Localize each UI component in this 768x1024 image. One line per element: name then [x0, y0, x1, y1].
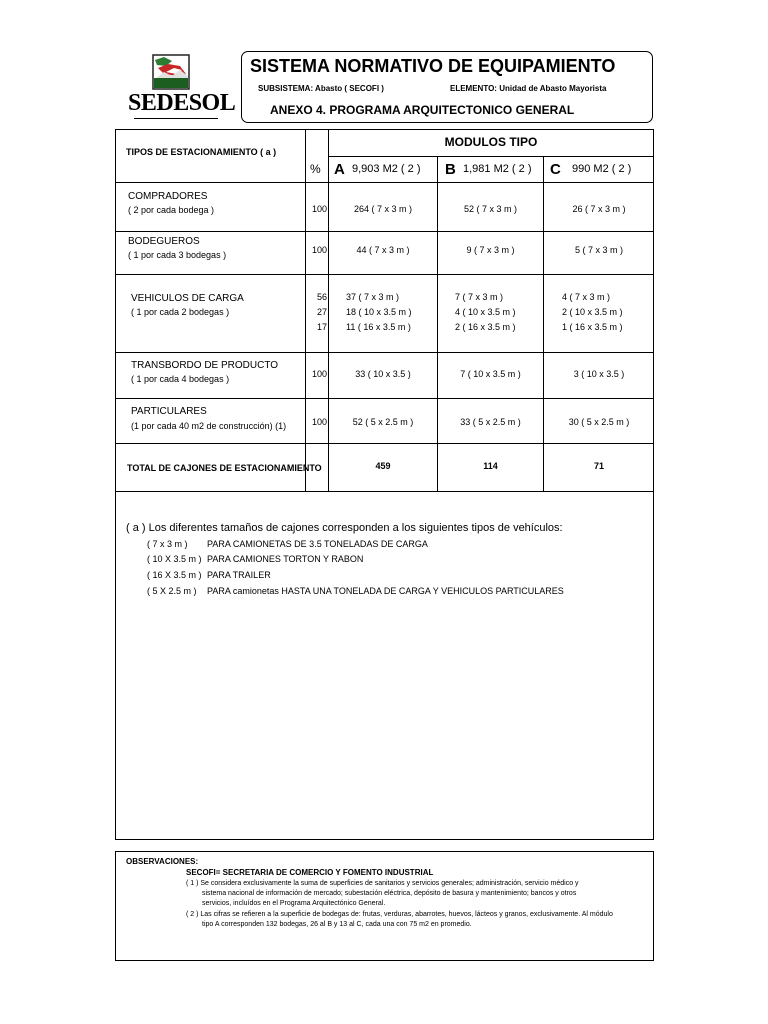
note-size: ( 16 X 3.5 m )	[147, 570, 202, 580]
note-text: PARA CAMIONES TORTON Y RABON	[207, 554, 364, 564]
row-value-b: 52 ( 7 x 3 m )	[463, 204, 517, 214]
row-desc: (1 por cada 40 m2 de construcción) (1)	[131, 421, 287, 431]
grid-line	[328, 130, 329, 491]
row-value-b: 4 ( 10 x 3.5 m )	[455, 307, 516, 317]
subsistema-label: SUBSISTEMA: Abasto ( SECOFI )	[258, 84, 384, 93]
module-label-a: 9,903 M2 ( 2 )	[352, 163, 421, 175]
grid-line	[116, 274, 654, 275]
row-pct: 100	[311, 417, 327, 427]
secofi-definition: SECOFI= SECRETARIA DE COMERCIO Y FOMENTO INDUSTRIAL	[186, 868, 434, 877]
row-value-a: 52 ( 5 x 2.5 m )	[352, 417, 414, 427]
row-pct: 56	[316, 292, 327, 302]
row-name: VEHICULOS DE CARGA	[131, 293, 244, 304]
row-value-c: 3 ( 10 x 3.5 )	[573, 369, 625, 379]
row-value-a: 37 ( 7 x 3 m )	[346, 292, 400, 302]
row-pct: 100	[311, 204, 327, 214]
row-value-a: 44 ( 7 x 3 m )	[356, 245, 410, 255]
note-size: ( 7 x 3 m )	[147, 539, 188, 549]
row-value-b: 2 ( 16 x 3.5 m )	[455, 322, 516, 332]
observation-line: ( 1 ) Se considera exclusivamente la suma de superficies de sanitarios y servicios generales; administración, servicio médico y	[186, 880, 579, 887]
col-header-pct: %	[310, 162, 321, 176]
row-value-a: 33 ( 10 x 3.5 )	[355, 369, 411, 379]
observaciones-title: OBSERVACIONES:	[126, 857, 199, 866]
grid-line	[116, 231, 654, 232]
observation-line: sistema nacional de información de mercado; subestación eléctrica, depósito de basura y mantenimiento; bancos y otros	[202, 890, 577, 897]
grid-line	[116, 491, 654, 492]
note-text: PARA CAMIONETAS DE 3.5 TONELADAS DE CARGA	[207, 539, 428, 549]
programa-title: 4. PROGRAMA ARQUITECTONICO GENERAL	[316, 103, 575, 117]
observation-line: tipo A corresponden 132 bodegas, 26 al B y 13 al C, cada una con 75 m2 en promedio.	[202, 921, 472, 928]
row-value-b: 9 ( 7 x 3 m )	[466, 245, 515, 255]
row-desc: ( 1 por cada 2 bodegas )	[131, 307, 230, 317]
row-name: COMPRADORES	[128, 191, 208, 202]
row-value-c: 26 ( 7 x 3 m )	[572, 204, 626, 214]
row-desc: ( 2 por cada bodega )	[128, 205, 215, 215]
observation-line: servicios, incluídos en el Programa Arquitectónico General.	[202, 900, 386, 907]
note-size: ( 10 X 3.5 m )	[147, 554, 202, 564]
logo-wordmark: SEDESOL	[128, 90, 236, 116]
grid-line	[116, 398, 654, 399]
notes-intro: ( a ) Los diferentes tamaños de cajones corresponden a los siguientes tipos de vehículos:	[126, 522, 563, 534]
total-value-a: 459	[375, 461, 391, 471]
observation-line: ( 2 ) Las cifras se refieren a la superficie de bodegas de: frutas, verduras, abarrotes, huevos, lácteos y granos, exclusivamente. Al módulo	[186, 911, 613, 918]
col-header-tipos: TIPOS DE ESTACIONAMIENTO ( a )	[126, 147, 277, 157]
document-title: SISTEMA NORMATIVO DE EQUIPAMIENTO	[250, 56, 616, 76]
module-label-c: 990 M2 ( 2 )	[572, 163, 632, 175]
row-pct: 27	[316, 307, 327, 317]
row-name: TRANSBORDO DE PRODUCTO	[131, 360, 279, 371]
grid-line	[116, 182, 654, 183]
row-value-a: 11 ( 16 x 3.5 m )	[346, 322, 411, 332]
total-label: TOTAL DE CAJONES DE ESTACIONAMIENTO	[127, 463, 322, 473]
module-letter-b: B	[445, 161, 456, 178]
row-value-c: 2 ( 10 x 3.5 m )	[562, 307, 623, 317]
row-value-c: 5 ( 7 x 3 m )	[574, 245, 623, 255]
parking-table-frame	[115, 129, 654, 840]
sedesol-logo	[128, 54, 236, 124]
modulos-tipo-header: MODULOS TIPO	[444, 135, 538, 149]
row-name: PARTICULARES	[131, 406, 207, 417]
row-value-c: 30 ( 5 x 2.5 m )	[568, 417, 630, 427]
total-value-c: 71	[593, 461, 604, 471]
total-value-b: 114	[483, 461, 498, 471]
row-value-b: 7 ( 7 x 3 m )	[455, 292, 504, 302]
row-value-c: 4 ( 7 x 3 m )	[562, 292, 611, 302]
row-value-a: 18 ( 10 x 3.5 m )	[346, 307, 412, 317]
note-size: ( 5 X 2.5 m )	[147, 586, 197, 596]
sedesol-emblem-icon	[152, 54, 190, 90]
row-desc: ( 1 por cada 4 bodegas )	[131, 374, 230, 384]
module-label-b: 1,981 M2 ( 2 )	[463, 163, 532, 175]
module-letter-a: A	[334, 161, 345, 178]
logo-underline	[134, 118, 218, 122]
row-pct: 17	[316, 322, 327, 332]
row-value-b: 7 ( 10 x 3.5 m )	[460, 369, 521, 379]
document-header	[241, 51, 653, 123]
grid-line	[116, 443, 654, 444]
grid-line	[328, 156, 654, 157]
grid-line	[116, 352, 654, 353]
row-desc: ( 1 por cada 3 bodegas )	[128, 250, 227, 260]
row-pct: 100	[311, 369, 327, 379]
row-pct: 100	[311, 245, 327, 255]
observaciones-box	[115, 851, 654, 961]
row-value-c: 1 ( 16 x 3.5 m )	[562, 322, 623, 332]
anexo-label: ANEXO	[270, 103, 313, 117]
row-name: BODEGUEROS	[128, 236, 200, 247]
module-letter-c: C	[550, 161, 561, 178]
note-text: PARA TRAILER	[207, 570, 271, 580]
note-text: PARA camionetas HASTA UNA TONELADA DE CARGA Y VEHICULOS PARTICULARES	[207, 586, 564, 596]
row-value-b: 33 ( 5 x 2.5 m )	[460, 417, 521, 427]
elemento-label: ELEMENTO: Unidad de Abasto Mayorista	[450, 84, 607, 93]
row-value-a: 264 ( 7 x 3 m )	[353, 204, 413, 214]
